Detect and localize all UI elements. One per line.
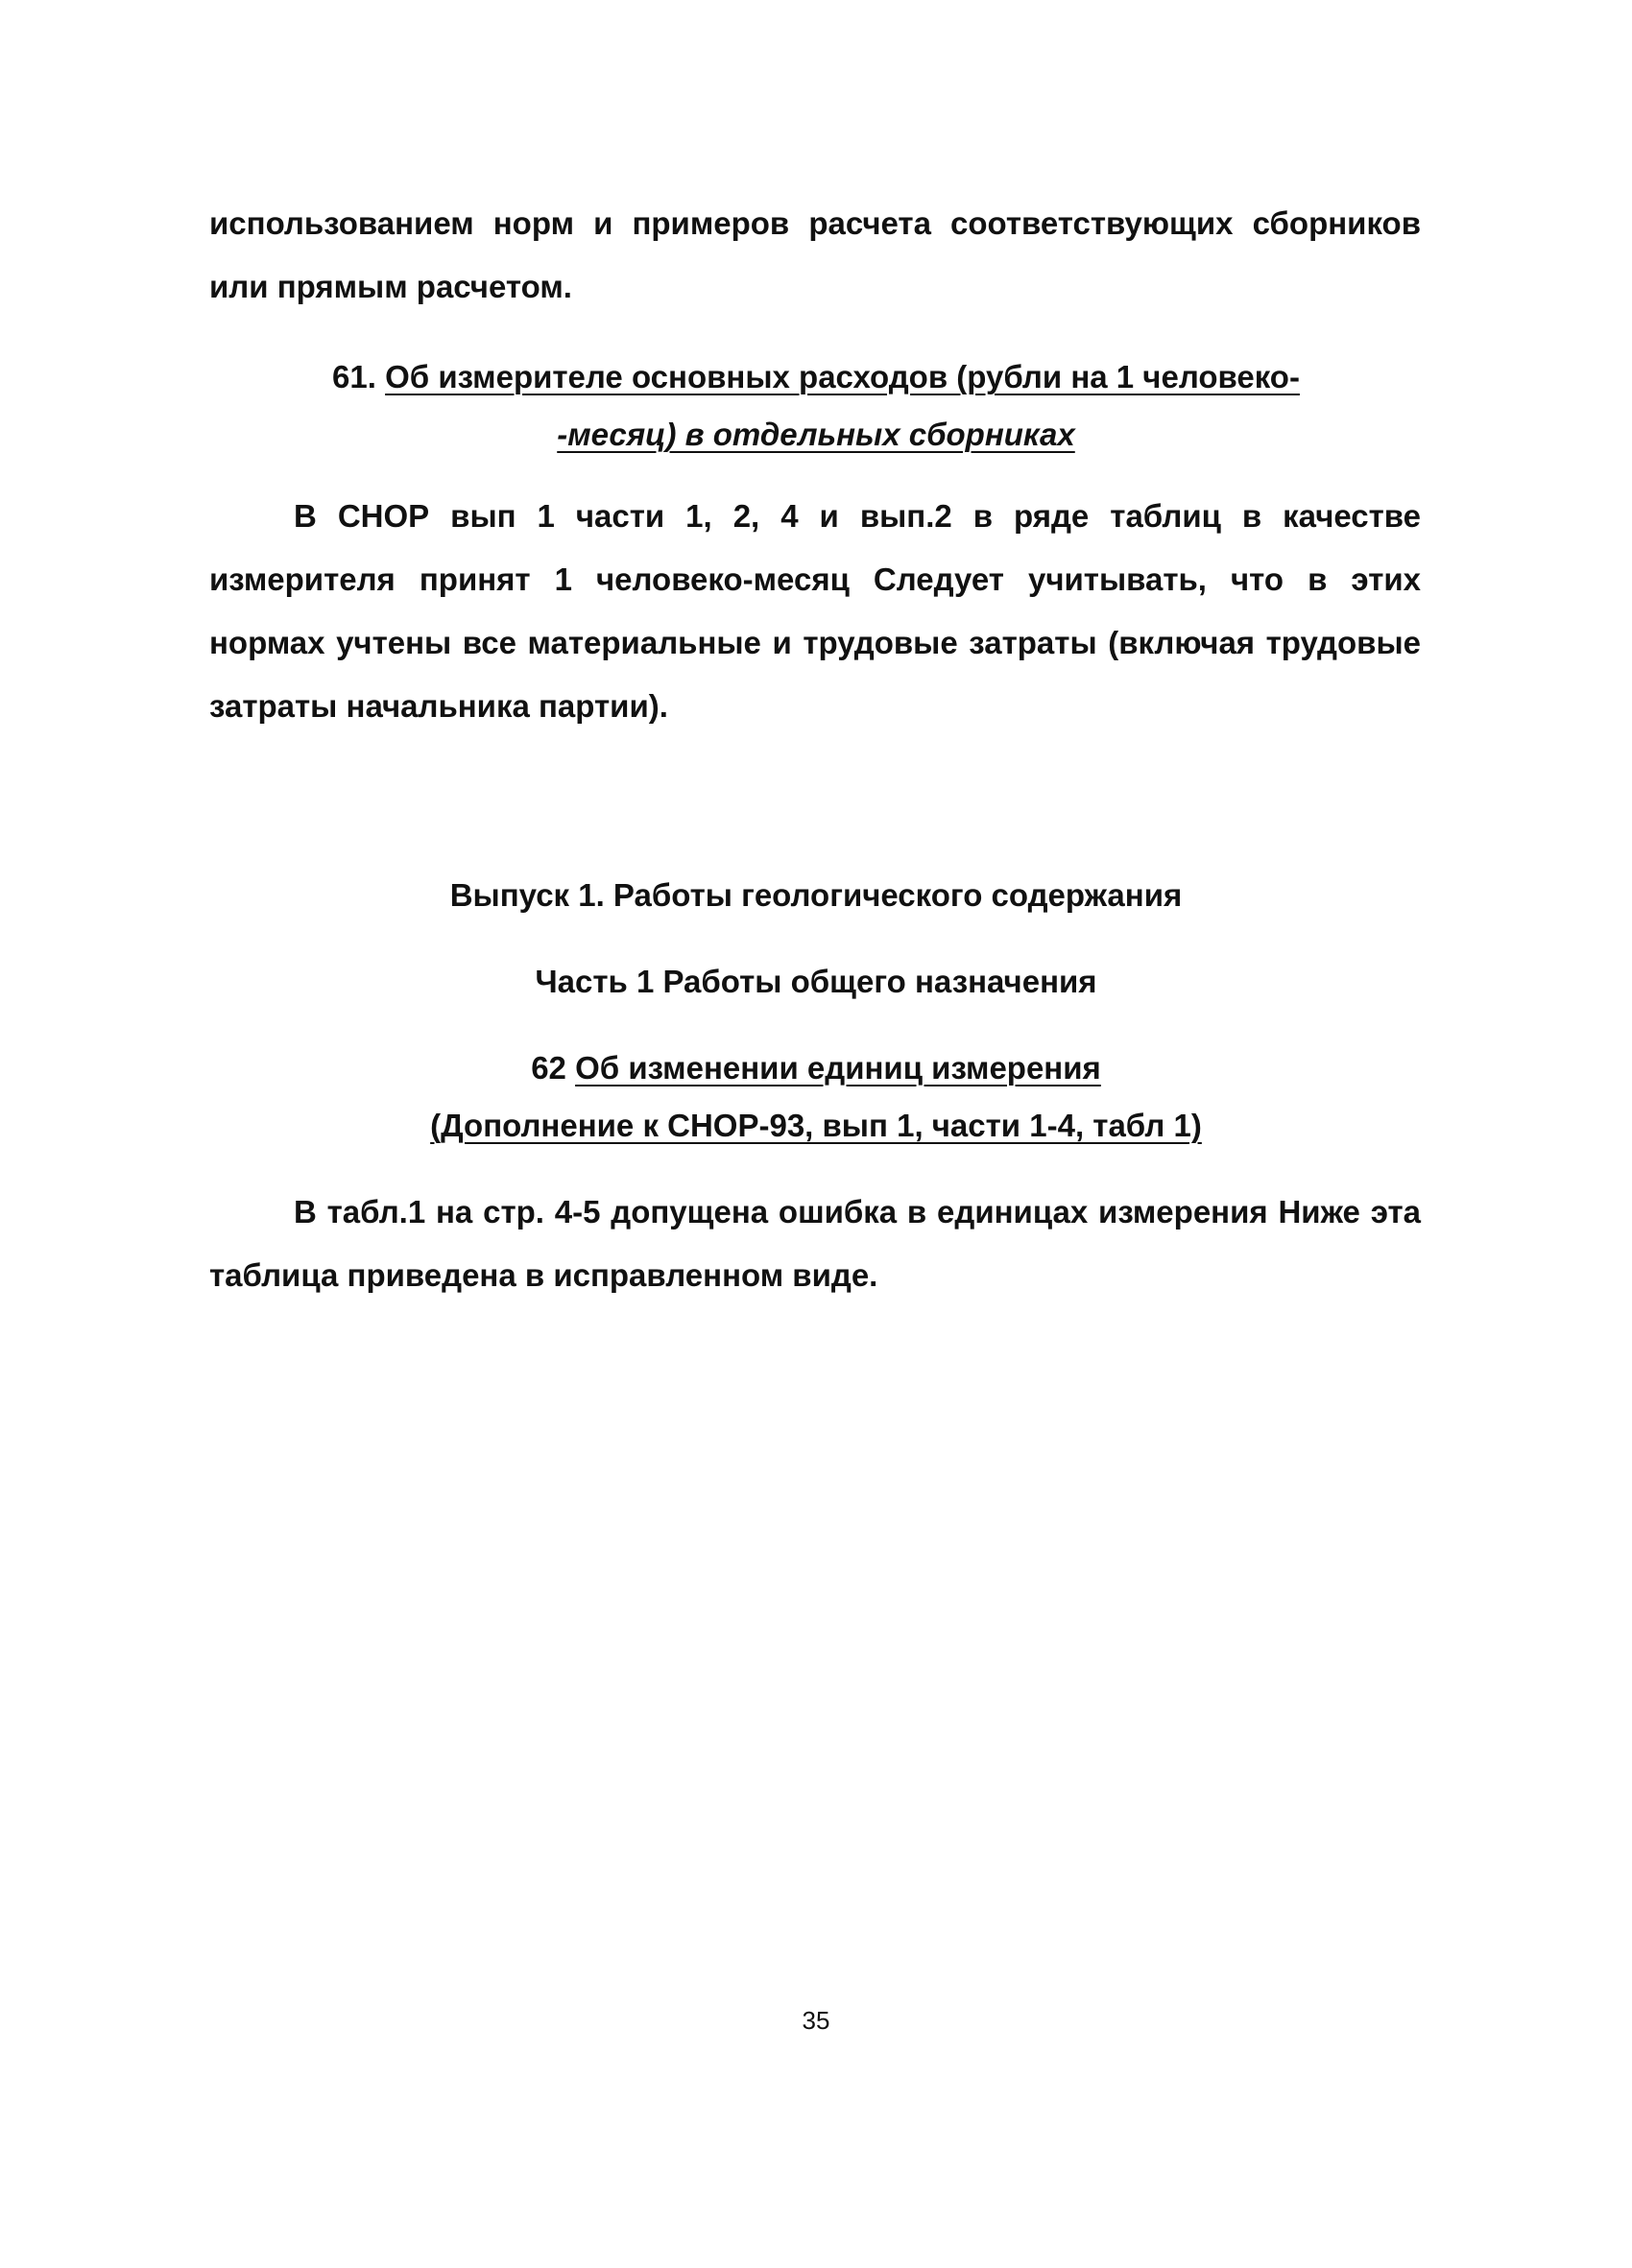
part-heading: Часть 1 Работы общего назначения bbox=[535, 964, 1097, 999]
paragraph-continuation: использованием норм и примеров расчета соответствующих сборников или прямым расчетом. bbox=[209, 205, 1421, 304]
issue-heading: Выпуск 1. Работы геологического содержания bbox=[449, 877, 1183, 913]
section-62-title-line2: (Дополнение к СНОР-93, вып 1, части 1-4, табл 1) bbox=[430, 1108, 1202, 1143]
section-62-title-line1: Об изменении единиц измерения bbox=[575, 1050, 1101, 1086]
section-61-title-line1: Об измерителе основных расходов (рубли на 1 человеко- bbox=[385, 359, 1300, 394]
page-number: 35 bbox=[802, 2006, 830, 2035]
section-61-body: В СНОР вып 1 части 1, 2, 4 и вып.2 в ряде таблиц в качестве измерителя принят 1 человеко-месяц Следует учитывать, что в этих нормах учтены все материальные и трудовые затраты (включая трудовые затраты начальника партии). bbox=[209, 498, 1421, 724]
section-62-body: В табл.1 на стр. 4-5 допущена ошибка в единицах измерения Ниже эта таблица приведена в исправленном виде. bbox=[209, 1194, 1421, 1293]
section-62-number: 62 bbox=[531, 1050, 566, 1086]
section-61-number: 61. bbox=[332, 359, 376, 394]
section-61-heading-line2 bbox=[0, 403, 1632, 466]
section-61-title-line2: -месяц) в отдельных сборниках bbox=[557, 417, 1075, 452]
section-61-heading-line1 bbox=[0, 346, 1632, 409]
section-62-heading-line2 bbox=[0, 1094, 1632, 1158]
section-62-heading-line1 bbox=[0, 1037, 1632, 1100]
